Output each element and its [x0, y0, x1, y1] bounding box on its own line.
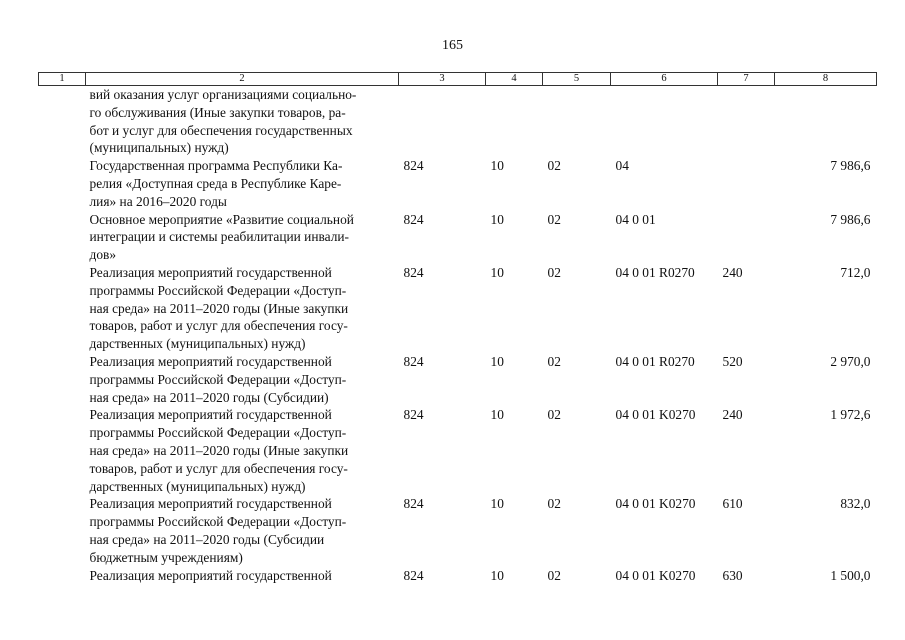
row-number-cell [39, 567, 86, 585]
target-article-cell: 04 0 01 R0270 [615, 353, 695, 369]
section-code-cell: 10 [490, 264, 504, 280]
section-code-cell: 10 [490, 496, 504, 512]
amount-cell: 1 972,6 [830, 407, 871, 423]
target-article-cell [611, 86, 718, 158]
column-header: 6 [611, 73, 718, 86]
amount-cell: 832,0 [840, 496, 871, 512]
amount-cell: 1 500,0 [830, 567, 871, 583]
row-number-cell [39, 157, 86, 210]
table-row [39, 86, 877, 158]
item-name-cell: Реализация мероприятий государственной программы Российской Федерации «Доступ- ная среда» на 2011–2020 годы (Иные закупки товаров, работ и услуг для обеспечения госу- дарственных (муниципальных) нужд) [89, 407, 349, 494]
amount-cell: 712,0 [840, 264, 871, 280]
section-code-cell: 10 [490, 407, 504, 423]
item-name-cell: Реализация мероприятий государственной программы Российской Федерации «Доступ- ная среда» на 2011–2020 годы (Субсидии) [89, 353, 347, 405]
item-name-cell: Реализация мероприятий государственной программы Российской Федерации «Доступ- ная среда» на 2011–2020 годы (Иные закупки товаров, работ и услуг для обеспечения госу- дарственных (муниципальных) нужд) [89, 264, 349, 352]
subsection-code-cell: 02 [547, 158, 561, 174]
target-article-cell: 04 0 01 K0270 [615, 567, 696, 583]
table-row [39, 495, 877, 566]
expense-type-cell: 610 [722, 496, 743, 512]
amount-cell: 7 986,6 [830, 211, 871, 227]
item-name-cell: Основное мероприятие «Развитие социальной интеграции и системы реабилитации инвали- дов» [89, 211, 354, 263]
page-number: 165 [442, 38, 463, 53]
column-header: 3 [399, 73, 486, 86]
section-code-cell: 10 [490, 158, 504, 174]
ministry-code-cell: 824 [403, 496, 424, 512]
section-code-cell: 10 [490, 211, 504, 227]
subsection-code-cell: 02 [547, 264, 561, 280]
budget-table [38, 72, 877, 584]
target-article-cell: 04 0 01 R0270 [615, 264, 695, 280]
section-code-cell: 10 [490, 567, 504, 583]
expense-type-cell [718, 86, 775, 158]
table-header-row [39, 73, 877, 86]
row-number-cell [39, 353, 86, 406]
ministry-code-cell [399, 86, 486, 158]
table-row [39, 353, 877, 406]
subsection-code-cell: 02 [547, 211, 561, 227]
subsection-code-cell: 02 [547, 407, 561, 423]
target-article-cell: 04 [615, 158, 629, 174]
row-number-cell [39, 406, 86, 495]
table-row [39, 567, 877, 585]
expense-type-cell: 520 [722, 353, 743, 369]
item-name-cell: Реализация мероприятий государственной [89, 567, 332, 583]
target-article-cell: 04 0 01 K0270 [615, 407, 696, 423]
subsection-code-cell: 02 [547, 353, 561, 369]
expense-type-cell: 240 [722, 264, 743, 280]
item-name-cell: вий оказания услуг организациями социально- го обслуживания (Иные закупки товаров, ра- бот и услуг для обеспечения государственных (муниципальных) нужд) [89, 87, 357, 156]
table-row [39, 157, 877, 210]
expense-type-cell [718, 157, 775, 210]
table-body [39, 86, 877, 585]
ministry-code-cell: 824 [403, 264, 424, 280]
table-row [39, 211, 877, 264]
column-header: 5 [543, 73, 611, 86]
amount-cell: 2 970,0 [830, 353, 871, 369]
column-header: 2 [86, 73, 399, 86]
column-header: 4 [486, 73, 543, 86]
item-name-cell: Государственная программа Республики Ка- релия «Доступная среда в Республике Каре- лия» на 2016–2020 годы [89, 158, 343, 209]
amount-cell: 7 986,6 [830, 158, 871, 174]
table-row [39, 264, 877, 353]
ministry-code-cell: 824 [403, 353, 424, 369]
row-number-cell [39, 264, 86, 353]
section-code-cell [486, 86, 543, 158]
row-number-cell [39, 495, 86, 566]
column-header: 7 [718, 73, 775, 86]
column-header: 8 [775, 73, 877, 86]
subsection-code-cell: 02 [547, 496, 561, 512]
amount-cell [775, 86, 877, 158]
subsection-code-cell: 02 [547, 567, 561, 583]
table-row [39, 406, 877, 495]
ministry-code-cell: 824 [403, 158, 424, 174]
ministry-code-cell: 824 [403, 567, 424, 583]
subsection-code-cell [543, 86, 611, 158]
row-number-cell [39, 86, 86, 158]
item-name-cell: Реализация мероприятий государственной программы Российской Федерации «Доступ- ная среда» на 2011–2020 годы (Субсидии бюджетным учреждениям) [89, 496, 347, 565]
section-code-cell: 10 [490, 353, 504, 369]
row-number-cell [39, 211, 86, 264]
expense-type-cell [718, 211, 775, 264]
ministry-code-cell: 824 [403, 407, 424, 423]
target-article-cell: 04 0 01 K0270 [615, 496, 696, 512]
expense-type-cell: 630 [722, 567, 743, 583]
column-header: 1 [39, 73, 86, 86]
ministry-code-cell: 824 [403, 211, 424, 227]
expense-type-cell: 240 [722, 407, 743, 423]
target-article-cell: 04 0 01 [615, 211, 656, 227]
